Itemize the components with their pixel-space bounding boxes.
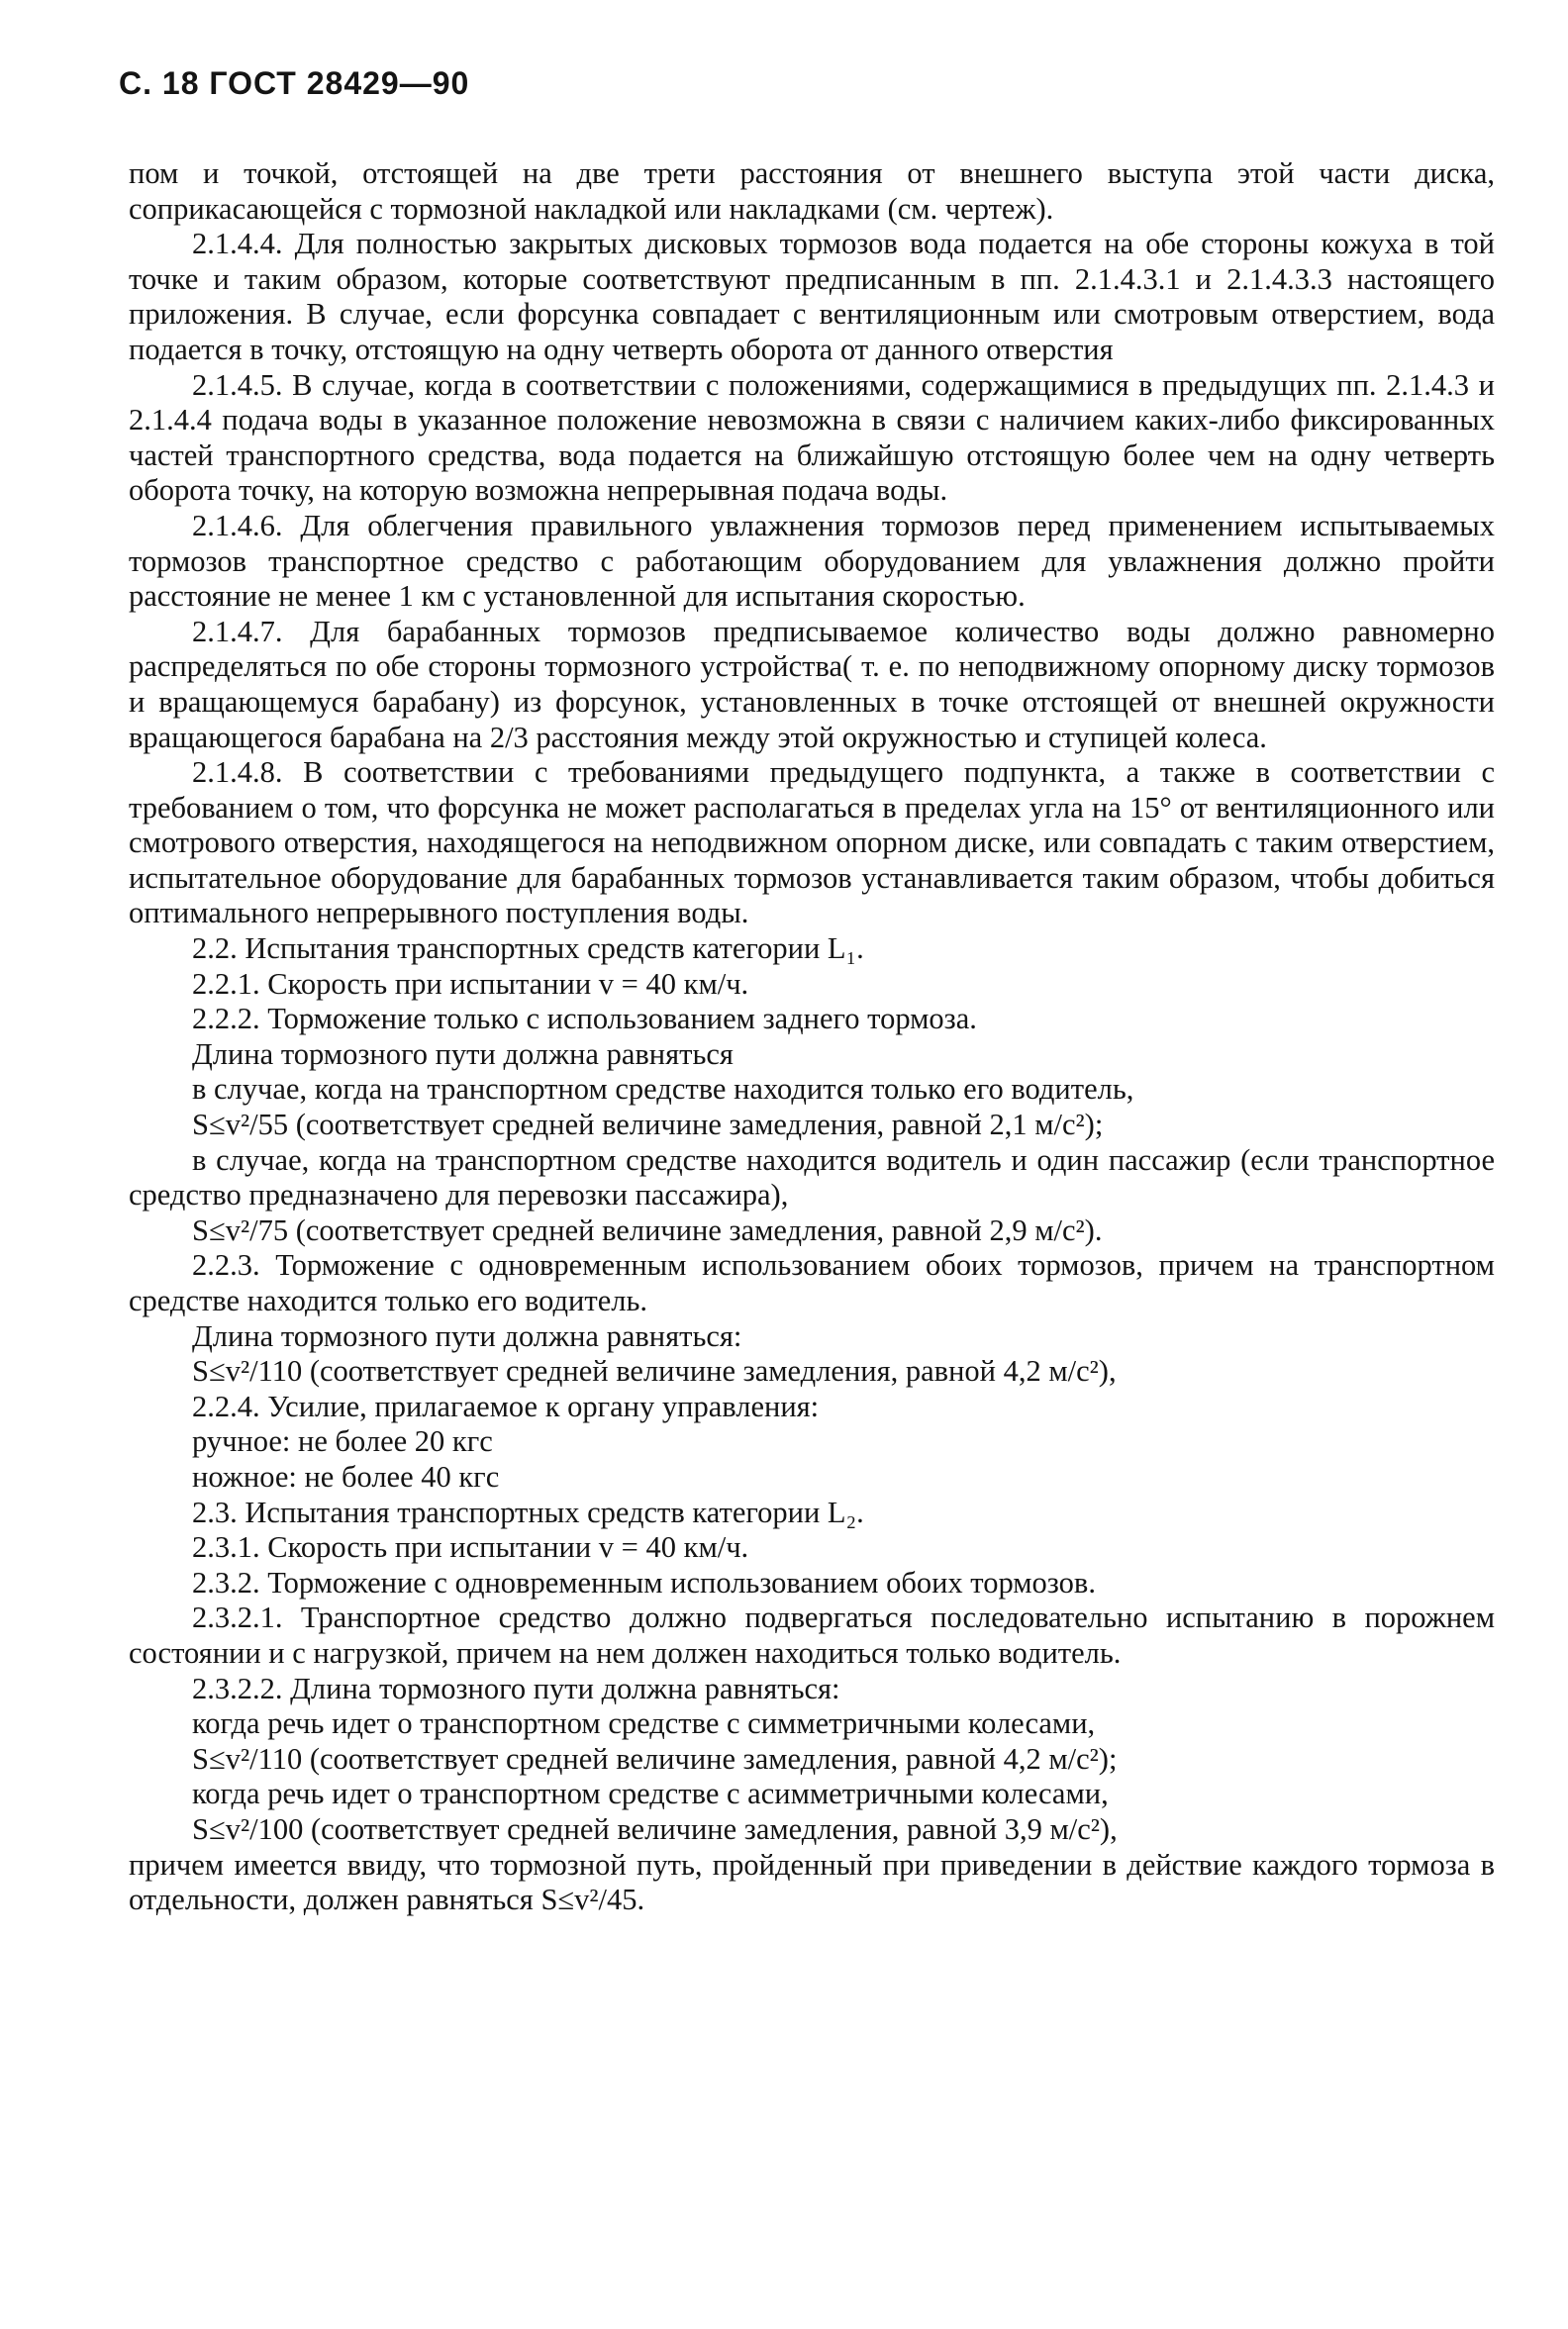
line-2-2-2: 2.2.2. Торможение только с использованием заднего тормоза. bbox=[192, 1002, 977, 1036]
paragraph-final: причем имеется ввиду, что тормозной путь, пройденный при приведении в действие каждого тормоза в отдельности, должен равняться S≤v²/45. bbox=[129, 1847, 1495, 1917]
line-2-2-1: 2.2.1. Скорость при испытании v = 40 км/ч. bbox=[192, 966, 749, 1001]
line-foot-force: ножное: не более 40 кгс bbox=[192, 1459, 500, 1494]
formula-v2-110: S≤v²/110 (соответствует средней величине замедления, равной 4,2 м/с²), bbox=[192, 1354, 1117, 1389]
paragraph-2-3-2-1: 2.3.2.1. Транспортное средство должно подвергаться последовательно испытанию в порожнем состоянии и с нагрузкой, причем на нем должен находиться только водитель. bbox=[129, 1601, 1495, 1670]
heading-2-2: 2.2. Испытания транспортных средств категории L₁. bbox=[192, 931, 864, 966]
line-symmetric-wheels: когда речь идет о транспортном средстве с симметричными колесами, bbox=[192, 1706, 1096, 1741]
paragraph-2-1-4-4: 2.1.4.4. Для полностью закрытых дисковых тормозов вода подается на обе стороны кожуха в той точке и таким образом, которые соответствуют предписанным в пп. 2.1.4.3.1 и 2.1.4.3.3 настоящего приложения. В случае, если форсунка совпадает с вентиляционным или смотровым отверстием, вода подается в точку, отстоящую на одну четверть оборота от данного отверстия bbox=[129, 227, 1495, 366]
line-2-3-2: 2.3.2. Торможение с одновременным использованием обоих тормозов. bbox=[192, 1565, 1096, 1600]
line-asymmetric-wheels: когда речь идет о транспортном средстве с асимметричными колесами, bbox=[192, 1777, 1109, 1811]
line-driver-only: в случае, когда на транспортном средстве находится только его водитель, bbox=[192, 1072, 1134, 1107]
body-text bbox=[129, 156, 1495, 1918]
line-2-3-1: 2.3.1. Скорость при испытании v = 40 км/ч. bbox=[192, 1530, 749, 1565]
formula-v2-75: S≤v²/75 (соответствует средней величине замедления, равной 2,9 м/с²). bbox=[192, 1213, 1103, 1247]
line-manual-force: ручное: не более 20 кгс bbox=[192, 1424, 493, 1459]
line-2-3-2-2: 2.3.2.2. Длина тормозного пути должна равняться: bbox=[192, 1671, 840, 1705]
formula-v2-55: S≤v²/55 (соответствует средней величине замедления, равной 2,1 м/с²); bbox=[192, 1108, 1104, 1142]
formula-symmetric: S≤v²/110 (соответствует средней величине замедления, равной 4,2 м/с²); bbox=[192, 1741, 1118, 1776]
line-braking-distance: Длина тормозного пути должна равняться bbox=[192, 1036, 734, 1071]
paragraph-2-1-4-8: 2.1.4.8. В соответствии с требованиями предыдущего подпункта, а также в соответствии с требованием о том, что форсунка не может располагаться в пределах угла на 15° от вентиляционного или смотрового отверстия, находящегося на неподвижном опорном диске, или совпадать с таким отверстием, испытательное оборудование для барабанных тормозов устанавливается таким образом, чтобы добиться оптимального непрерывного поступления воды. bbox=[129, 755, 1495, 930]
paragraph-continuation: пом и точкой, отстоящей на две трети расстояния от внешнего выступа этой части диска, соприкасающейся с тормозной накладкой или накладками (см. чертеж). bbox=[129, 156, 1495, 226]
paragraph-2-1-4-6: 2.1.4.6. Для облегчения правильного увлажнения тормозов перед применением испытываемых тормозов транспортное средство с работающим оборудованием для увлажнения должно пройти расстояние не менее 1 км с установленной для испытания скоростью. bbox=[129, 508, 1495, 614]
paragraph-passenger: в случае, когда на транспортном средстве находится водитель и один пассажир (если транспортное средство предназначено для перевозки пассажира), bbox=[129, 1142, 1495, 1213]
page-header: С. 18 ГОСТ 28429—90 bbox=[119, 65, 470, 101]
line-2-2-4: 2.2.4. Усилие, прилагаемое к органу управления: bbox=[192, 1389, 820, 1423]
formula-asymmetric: S≤v²/100 (соответствует средней величине замедления, равной 3,9 м/с²), bbox=[192, 1811, 1118, 1846]
heading-2-3: 2.3. Испытания транспортных средств категории L₂. bbox=[192, 1495, 864, 1529]
line-braking-distance-2: Длина тормозного пути должна равняться: bbox=[192, 1318, 742, 1353]
paragraph-2-2-3: 2.2.3. Торможение с одновременным использованием обоих тормозов, причем на транспортном средстве находится только его водитель. bbox=[129, 1248, 1495, 1317]
paragraph-2-1-4-5: 2.1.4.5. В случае, когда в соответствии с положениями, содержащимися в предыдущих пп. 2.1.4.3 и 2.1.4.4 подача воды в указанное положение невозможна в связи с наличием каких-либо фиксированных частей транспортного средства, вода подается на ближайшую отстоящую более чем на одну четверть оборота точку, на которую возможна непрерывная подача воды. bbox=[129, 367, 1495, 508]
paragraph-2-1-4-7: 2.1.4.7. Для барабанных тормозов предписываемое количество воды должно равномерно распределяться по обе стороны тормозного устройства( т. е. по неподвижному опорному диску тормозов и вращающемуся барабану) из форсунок, установленных в точке отстоящей от внешней окружности вращающегося барабана на 2/3 расстояния между этой окружностью и ступицей колеса. bbox=[129, 614, 1495, 754]
